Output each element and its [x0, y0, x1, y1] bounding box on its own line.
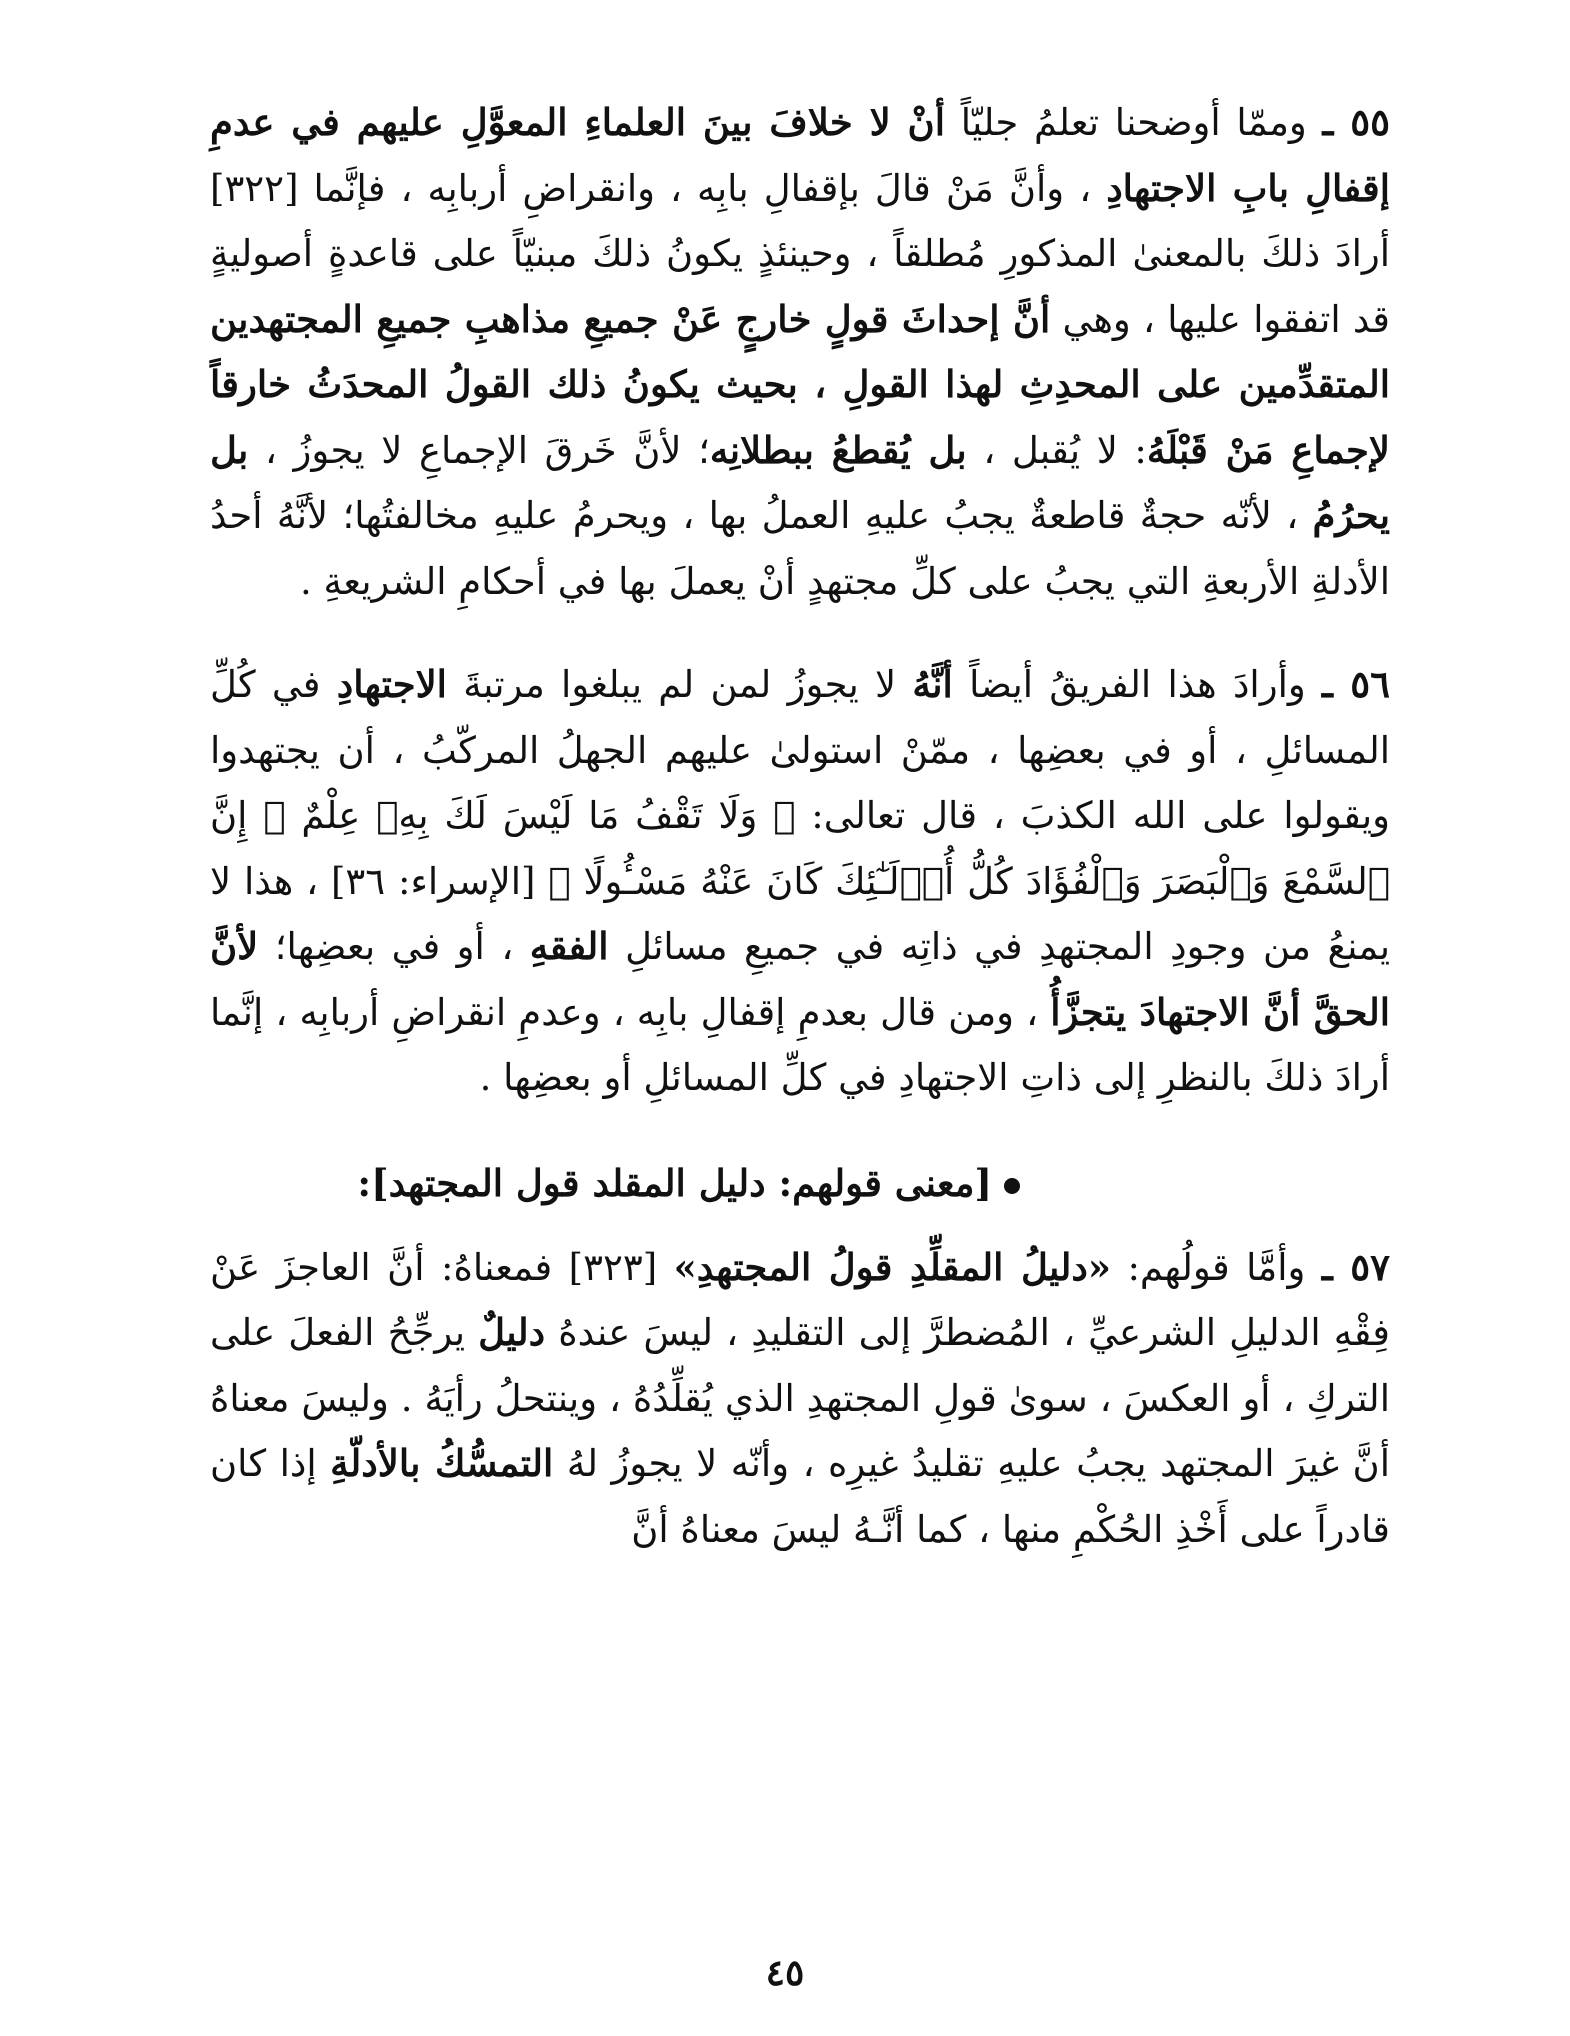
text-run: : لا يُقبل ، — [966, 428, 1147, 472]
bold-run: أنَّ إحداثَ قولٍ خارجٍ عَنْ جميعِ مذاهبِ جميعِ المجتهدين المتقدِّمين على المحدِثِ لهذا القولِ ، بحيث يكونُ ذلك القولُ المحدَثُ خارقاً لإجماعِ مَنْ قَبْلَهُ — [210, 296, 1391, 472]
bold-run: الاجتهادِ — [336, 662, 447, 706]
text-run: إذا كان قادراً على أَخْذِ الحُكْمِ منها ، كما أنَّـهُ ليسَ معناهُ أنَّ — [210, 1442, 1390, 1551]
paragraph-number: ٥٧ ـ — [1321, 1244, 1390, 1289]
paragraph-57 — [210, 1235, 1390, 1563]
text-run: يرجِّحُ الفعلَ على التركِ ، أو العكسَ ، سوىٰ قولِ المجتهدِ الذي يُقلِّدُهُ ، وينتحلُ رأيَهُ . وليسَ معناهُ أنَّ غيرَ المجتهد يجبُ عليهِ تقليدُ غيرِه ، وأنّه لا يجوزُ لهُ — [210, 1311, 1390, 1485]
paragraph-number: ٥٥ ـ — [1322, 100, 1390, 144]
text-run: وأمَّا قولُهم: — [1111, 1245, 1322, 1289]
text-run: ، وأنَّ مَنْ قالَ بإقفالِ بابِه ، وانقراضِ أربابِه ، فإنَّما [٣٢٢] أرادَ ذلكَ بالمعنىٰ المذكورِ مُطلقاً ، وحينئذٍ يكونُ ذلكَ مبنيّاً على قاعدةٍ أصوليةٍ قد اتفقوا عليها ، وهي — [210, 166, 1390, 341]
text-run: [الإسراء: ٣٦] ، هذا لا يمنعُ من وجودِ المجتهدِ في ذاتِه في جميعِ مسائلِ — [210, 859, 1390, 968]
bold-run: التمسُّكُ بالأدلّةِ — [330, 1441, 554, 1485]
text-run: في كُلِّ المسائلِ ، أو في بعضِها ، ممّنْ استولىٰ عليهم الجهلُ المركّبُ ، أن يجتهدوا ويقولوا على الله الكذبَ ، قال تعالى: — [210, 663, 1390, 837]
text-run: [٣٢٣] فمعناهُ: أنَّ العاجزَ عَنْ فِقْهِ الدليلِ الشرعيِّ ، المُضطرَّ إلى التقليدِ ، ليسَ عندهُ — [210, 1245, 1390, 1354]
paragraph-number: ٥٦ ـ — [1322, 662, 1391, 706]
bold-run: أنْ لا خلافَ بينَ العلماءِ المعوَّلِ عليهم في عدمِ إقفالِ بابِ الاجتهادِ — [210, 100, 1390, 210]
bullet-icon — [1004, 1178, 1020, 1194]
page-number: ٤٥ — [765, 1952, 805, 1994]
text-run: ، ومن قال بعدمِ إقفالِ بابِه ، وعدمِ انقراضِ أربابِه ، إنَّما أرادَ ذلكَ بالنظرِ إلى ذاتِ الاجتهادِ في كلِّ المسائلِ أو بعضِها . — [210, 990, 1390, 1099]
text-run: ، أو في بعضِها؛ — [258, 925, 530, 968]
page-body — [210, 90, 1390, 1940]
paragraph-56 — [210, 652, 1390, 1111]
text-run: وأرادَ هذا الفريقُ أيضاً — [952, 663, 1323, 706]
bold-run: «دليلُ المقلِّدِ قولُ المجتهدِ» — [673, 1244, 1112, 1289]
bold-run: دليلٌ — [478, 1310, 546, 1354]
bold-run: الفقهِ — [529, 924, 609, 968]
bold-run: لأنَّ الحقَّ أنَّ الاجتهادَ يتجزَّأُ — [210, 924, 1391, 1034]
quran-verse: ﴿ وَلَا تَقْفُ مَا لَيْسَ لَكَ بِهِۦ عِلْمٌ ۚ إِنَّ ٱلسَّمْعَ وَٱلْبَصَرَ وَٱلْفُؤَادَ كُلُّ أُو۟لَـٰٓئِكَ كَانَ عَنْهُ مَسْـُٔولًا ﴾ — [210, 794, 1390, 903]
text-run: ، لأنّه حجةٌ قاطعةٌ يجبُ عليهِ العملُ بها ، ويحرمُ عليهِ مخالفتُها؛ لأنَّهُ أحدُ الأدلةِ الأربعةِ التي يجبُ على كلِّ مجتهدٍ أنْ يعملَ بها في أحكامِ الشريعةِ . — [210, 494, 1390, 603]
bold-run: أنَّهُ — [912, 662, 953, 706]
bold-run: بل يُقطعُ ببطلانِه — [709, 427, 967, 472]
section-heading — [210, 1153, 1390, 1213]
text-run: لا يجوزُ لمن لم يبلغوا مرتبةَ — [446, 663, 913, 706]
section-heading-text: [معنى قولهم: دليل المقلد قول المجتهد]: — [357, 1160, 992, 1205]
bold-run: بل يحرُمُ — [210, 427, 1390, 537]
paragraph-55 — [210, 90, 1390, 614]
text-run: وممّا أوضحنا تعلمُ جليّاً — [945, 101, 1323, 144]
text-run: ؛ لأنَّ خَرقَ الإجماعِ لا يجوزُ ، — [248, 428, 710, 472]
